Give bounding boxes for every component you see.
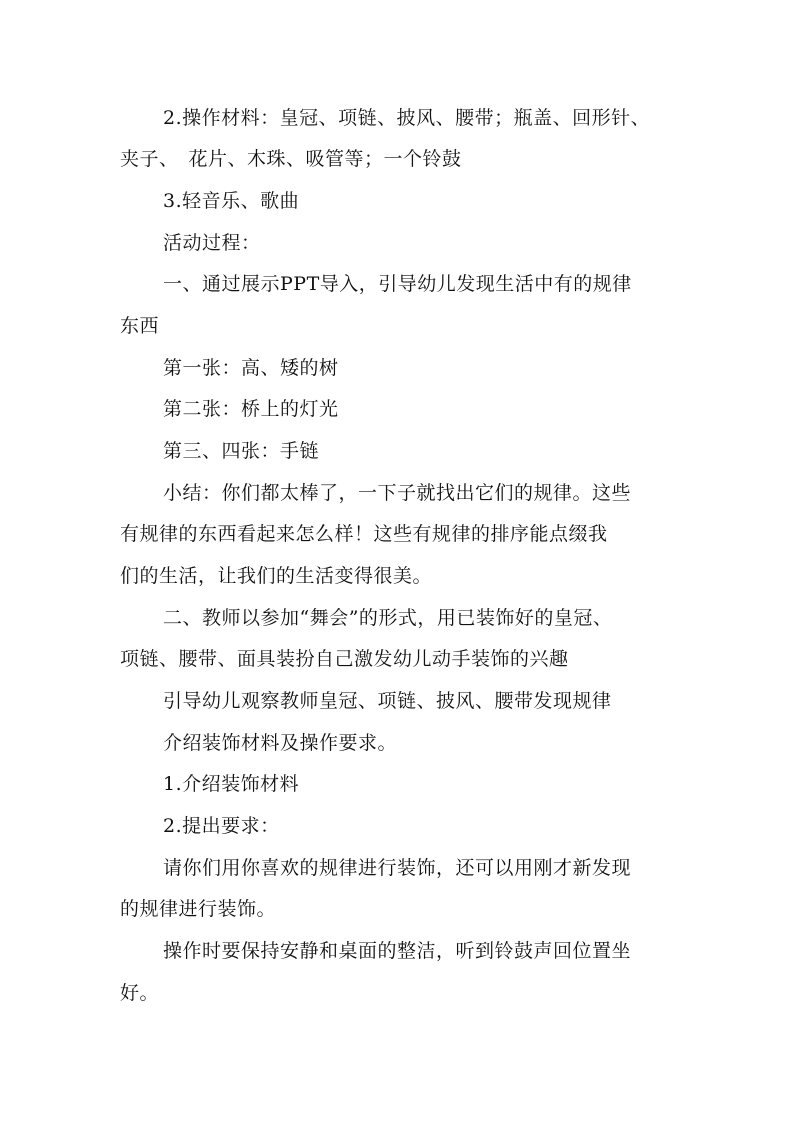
- paragraph-line: 请你们用你喜欢的规律进行装饰，还可以用刚才新发现: [163, 857, 632, 879]
- paragraph-line: 引导幼儿观察教师皇冠、项链、披风、腰带发现规律: [163, 690, 612, 712]
- paragraph-line: 2.提出要求：: [163, 815, 280, 837]
- section-heading: 活动过程：: [163, 232, 261, 254]
- paragraph-line: 好。: [120, 982, 160, 1004]
- paragraph-line: 操作时要保持安静和桌面的整洁，听到铃鼓声回位置坐: [163, 940, 632, 962]
- paragraph-line: 项链、腰带、面具装扮自己激发幼儿动手装饰的兴趣: [120, 648, 569, 670]
- paragraph-line: 第二张：桥上的灯光: [163, 398, 339, 420]
- paragraph-line: 的规律进行装饰。: [120, 898, 277, 920]
- paragraph-line: 3.轻音乐、歌曲: [163, 190, 300, 212]
- paragraph-line: 第一张：高、矮的树: [163, 357, 339, 379]
- paragraph-line: 第三、四张：手链: [163, 440, 320, 462]
- paragraph-line: 2.操作材料：皇冠、项链、披风、腰带；瓶盖、回形针、: [163, 107, 651, 129]
- paragraph-line: 有规律的东西看起来怎么样！这些有规律的排序能点缀我: [120, 523, 608, 545]
- paragraph-line: 们的生活，让我们的生活变得很美。: [120, 565, 433, 587]
- paragraph-line: 小结：你们都太棒了，一下子就找出它们的规律。这些: [163, 482, 632, 504]
- paragraph-line: 1.介绍装饰材料: [163, 773, 300, 795]
- paragraph-line: 一、通过展示PPT导入，引导幼儿发现生活中有的规律: [163, 273, 632, 295]
- paragraph-line: 二、教师以参加“舞会”的形式，用已装饰好的皇冠、: [163, 607, 613, 629]
- paragraph-line: 东西: [120, 315, 160, 337]
- paragraph-line: 介绍装饰材料及操作要求。: [163, 732, 398, 754]
- paragraph-line: 夹子、 花片、木珠、吸管等；一个铃鼓: [120, 148, 462, 170]
